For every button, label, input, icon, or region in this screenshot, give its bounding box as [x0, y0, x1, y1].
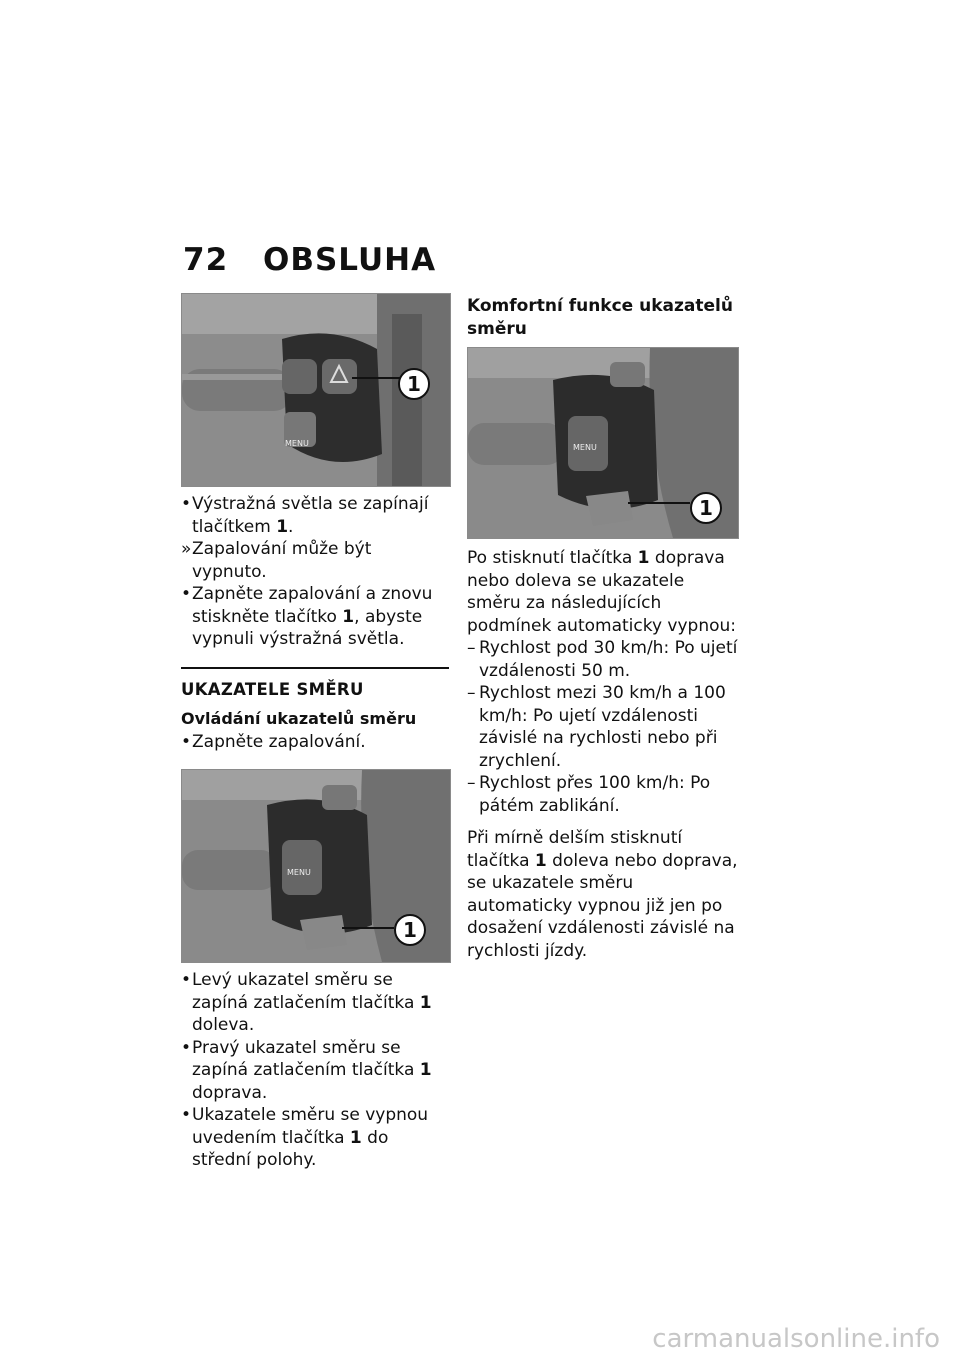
list-item — [467, 772, 739, 817]
outro-text: Při mírně delším stisknutí tlačítka — [467, 828, 683, 871]
list-item — [181, 538, 449, 583]
turn-signal-photo-right — [467, 347, 739, 539]
menu-label: MENU — [573, 443, 597, 452]
list-item — [181, 583, 449, 651]
bullet: • — [181, 494, 192, 514]
watermark: carmanualsonline.info — [652, 1324, 940, 1354]
list-item — [181, 1037, 449, 1105]
bullet: • — [181, 1037, 192, 1058]
page-number: 72 — [183, 242, 229, 278]
page-header — [183, 242, 436, 278]
list-item — [181, 969, 449, 1037]
list-item — [181, 731, 449, 754]
subsection-title: Ovládání ukazatelů směru — [181, 709, 417, 728]
item-text: Výstražná světla se zapínají tlačítkem — [192, 494, 429, 537]
item-text: do střední polohy. — [192, 1127, 389, 1170]
hazard-instructions — [181, 493, 449, 651]
list-item — [181, 1104, 449, 1172]
right-column — [467, 295, 739, 962]
comfort-outro — [467, 827, 739, 962]
photo1-callout: 1 — [407, 372, 421, 396]
list-item — [467, 682, 739, 772]
item-text: Levý ukazatel směru se zapíná zatlačením tlačítka — [192, 970, 420, 1013]
comfort-intro — [467, 547, 739, 637]
bullet: • — [181, 970, 192, 990]
item-ref: 1 — [276, 516, 289, 537]
intro-text: doprava nebo doleva se ukazatele směru za následujících podmínek automaticky vypnou: — [467, 548, 737, 636]
comfort-function-heading: Komfortní funkce ukazatelů směru — [467, 296, 733, 339]
photo2-callout: 1 — [403, 918, 417, 942]
list-item — [181, 493, 449, 538]
item-text: Zapněte zapalování. — [192, 731, 366, 752]
turn-signal-illustration — [182, 770, 450, 962]
dash: – — [467, 638, 476, 658]
item-text: , abyste vypnuli výstražná světla. — [192, 606, 423, 649]
item-text: doprava. — [192, 1082, 268, 1103]
condition-text: Rychlost mezi 30 km/h a 100 km/h: Po ujetí vzdálenosti závislé na rychlosti nebo při zrychlení. — [479, 683, 726, 771]
left-column — [181, 293, 449, 1172]
page-title: OBSLUHA — [263, 242, 437, 278]
outro-ref: 1 — [534, 850, 547, 871]
photo3-callout: 1 — [699, 496, 713, 520]
bullet: » — [181, 539, 192, 559]
list-item — [467, 637, 739, 682]
conditions-list — [467, 637, 739, 817]
outro-text: doleva nebo doprava, se ukazatele směru automaticky vypnou již jen po dosažení vzdálenosti závislé na rychlosti jízdy. — [467, 850, 738, 961]
bullet: • — [181, 1105, 192, 1125]
menu-label: MENU — [287, 868, 311, 877]
item-text: doleva. — [192, 1015, 255, 1035]
item-ref: 1 — [419, 992, 432, 1013]
item-text: Pravý ukazatel směru se zapíná zatlačením tlačítka — [192, 1037, 420, 1080]
intro-text: Po stisknutí tlačítka — [467, 548, 638, 568]
intro-ref: 1 — [637, 548, 650, 568]
dash: – — [467, 683, 476, 703]
turn-signal-photo-left — [181, 769, 451, 963]
item-text: . — [288, 516, 294, 537]
bullet: • — [181, 731, 192, 752]
condition-text: Rychlost pod 30 km/h: Po ujetí vzdálenosti 50 m. — [479, 638, 738, 681]
item-text: Zapněte zapalování a znovu stiskněte tlačítko — [192, 584, 433, 627]
hazard-switch-illustration — [182, 294, 450, 486]
bullet: • — [181, 584, 192, 604]
hazard-switch-photo — [181, 293, 451, 487]
condition-text: Rychlost přes 100 km/h: Po pátém zablikání. — [479, 773, 711, 816]
item-ref: 1 — [342, 606, 355, 627]
section-title: UKAZATELE SMĚRU — [181, 667, 449, 702]
menu-label: MENU — [285, 439, 309, 448]
item-text: Ukazatele směru se vypnou uvedením tlačítka — [192, 1105, 429, 1148]
item-ref: 1 — [419, 1060, 432, 1080]
dash: – — [467, 773, 476, 793]
item-ref: 1 — [349, 1127, 362, 1148]
turn-signal-instructions — [181, 969, 449, 1172]
turn-signal-illustration — [468, 348, 738, 538]
item-text: Zapalování může být vypnuto. — [192, 539, 372, 582]
